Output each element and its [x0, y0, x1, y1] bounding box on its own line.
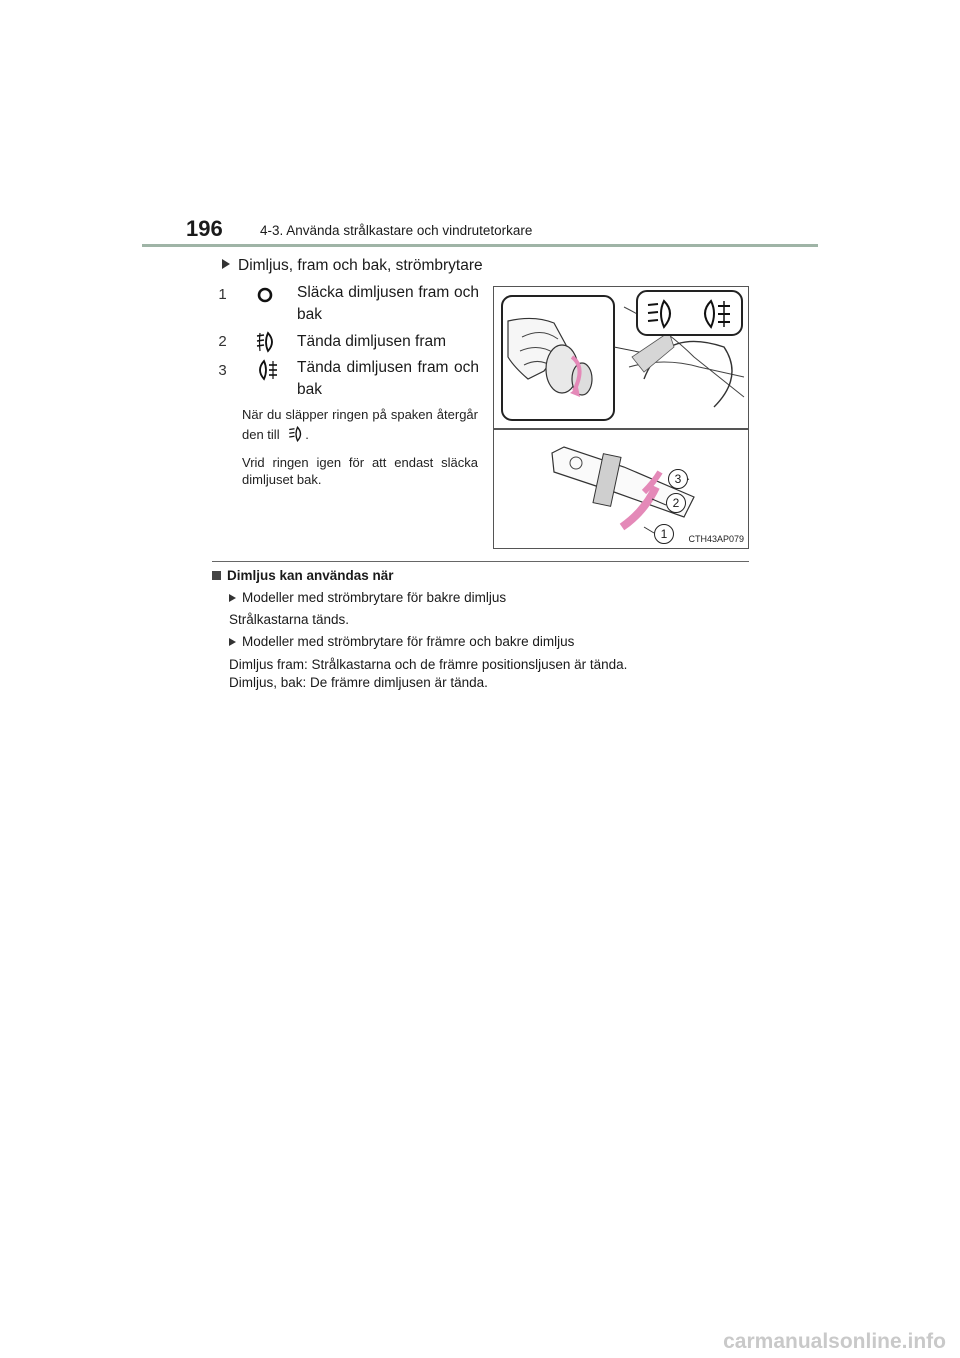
callout-2: 2 — [666, 493, 686, 513]
triangle-bullet-icon — [222, 259, 230, 269]
model-rear-fog: Modeller med strömbrytare för bakre dimljus — [229, 589, 506, 607]
item-text-2: Tända dimljusen fram — [297, 333, 447, 350]
triangle-bullet-icon — [229, 638, 236, 646]
front-fog-light-icon — [254, 331, 278, 353]
note-rotate-again: Vrid ringen igen för att endast släcka dimljuset bak. — [242, 455, 478, 487]
front-fog-light-icon — [287, 425, 305, 443]
item-number-3: 3 — [218, 362, 227, 379]
info-text-1: Strålkastarna tänds. — [229, 612, 350, 627]
chapter-title: 4-3. Använda strålkastare och vindrutetorkare — [260, 223, 533, 238]
fog-light-switch-illustration — [493, 286, 749, 549]
info-heading: Dimljus kan användas när — [212, 568, 394, 583]
item-number-2: 2 — [218, 333, 227, 350]
fog-lights-off-icon — [256, 286, 274, 304]
square-bullet-icon — [212, 571, 221, 580]
item-text-1: Släcka dimljusen fram och bak — [297, 284, 479, 323]
triangle-bullet-icon — [229, 594, 236, 602]
figure-divider — [494, 428, 748, 430]
info-text-2b: Dimljus, bak: De främre dimljusen är tända. — [229, 675, 488, 690]
watermark: carmanualsonline.info — [723, 1330, 946, 1353]
header-divider — [142, 244, 818, 247]
model-front-rear-fog: Modeller med strömbrytare för främre och bakre dimljus — [229, 633, 574, 651]
page-number: 196 — [186, 216, 223, 241]
callout-3: 3 — [668, 469, 688, 489]
figure-code: CTH43AP079 — [688, 534, 744, 544]
section-title: Dimljus, fram och bak, strömbrytare — [222, 257, 483, 275]
item-number-1: 1 — [218, 286, 227, 303]
info-text-2a: Dimljus fram: Strålkastarna och de främre positionsljusen är tända. — [229, 657, 628, 672]
section-divider — [212, 561, 749, 562]
callout-1: 1 — [654, 524, 674, 544]
note-return: När du släpper ringen på spaken återgår den till . — [242, 407, 478, 442]
rear-fog-light-icon — [254, 359, 280, 381]
item-text-3: Tända dimljusen fram och bak — [297, 359, 479, 398]
